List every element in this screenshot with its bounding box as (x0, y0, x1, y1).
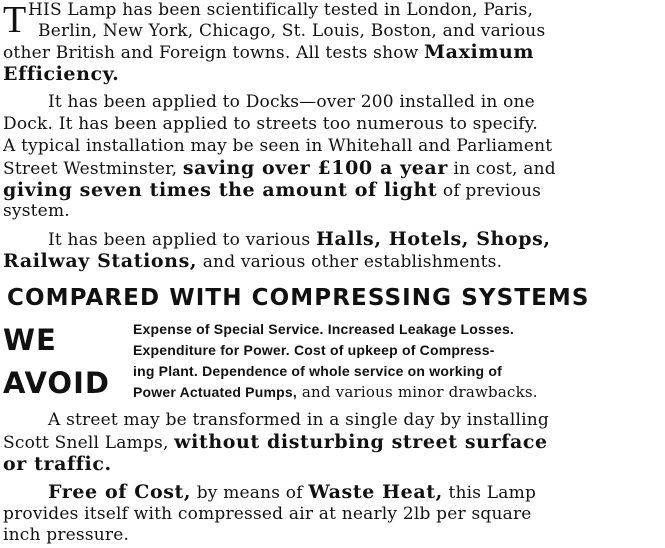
intro-line-2: Berlin, New York, Chicago, St. Louis, Boston, and various (38, 21, 546, 41)
waste-line-2: provides itself with compressed air at nearly 2lb per square (3, 504, 532, 524)
avoid-line-1: Expense of Special Service. Increased Leakage Losses. (133, 321, 515, 337)
intro-line-3-text: other British and Foreign towns. All tests show (3, 43, 425, 63)
docks-line-4-tail: in cost, and (447, 159, 556, 179)
intro-line-4: Efficiency. (3, 63, 120, 85)
waste-line-1 (48, 482, 536, 503)
light-emphasis: giving seven times the amount of light (3, 179, 438, 201)
waste-line-3: inch pressure. (3, 525, 130, 545)
halls-line-2-tail: and various other establishments. (197, 252, 503, 272)
waste-line-1-tail: this Lamp (442, 483, 537, 503)
docks-line-5-tail: of previous (437, 181, 542, 201)
avoid-line-3: ing Plant. Dependence of whole service on working of (133, 363, 503, 379)
waste-line-1-text: by means of (191, 483, 309, 503)
docks-line-4 (3, 158, 556, 179)
drop-cap: T (3, 0, 27, 41)
docks-line-6: system. (3, 201, 70, 221)
halls-line-1 (48, 229, 551, 250)
docks-line-5 (3, 180, 541, 201)
savings-emphasis: saving over £100 a year (182, 157, 448, 179)
docks-line-4-text: Street Westminster, (3, 159, 183, 179)
intro-line-3 (3, 42, 534, 63)
halls-line-1-text: It has been applied to various (48, 230, 316, 250)
maximum-efficiency-emphasis: Maximum (424, 41, 535, 63)
avoid-label: AVOID (3, 366, 110, 400)
waste-heat-emphasis: Waste Heat, (308, 481, 443, 503)
free-of-cost-emphasis: Free of Cost, (48, 481, 192, 503)
pumps-emphasis: Power Actuated Pumps, (133, 384, 297, 400)
halls-line-2 (3, 251, 502, 272)
street-surface-emphasis: without disturbing street surface (174, 431, 548, 453)
avoid-line-4-tail: and various minor drawbacks. (296, 383, 538, 401)
street-line-2 (3, 432, 548, 453)
railway-emphasis: Railway Stations, (3, 250, 198, 272)
avoid-line-2: Expenditure for Power. Cost of upkeep of Compress- (133, 342, 495, 358)
street-line-3: or traffic. (3, 453, 112, 475)
docks-line-1: It has been applied to Docks—over 200 installed in one (48, 92, 535, 112)
intro-line-1: HIS Lamp has been scientifically tested in London, Paris, (28, 0, 534, 20)
street-line-2-text: Scott Snell Lamps, (3, 433, 175, 453)
section-heading: COMPARED WITH COMPRESSING SYSTEMS (7, 285, 590, 311)
halls-emphasis: Halls, Hotels, Shops, (315, 228, 551, 250)
docks-line-2: Dock. It has been applied to streets too numerous to specify. (3, 114, 538, 134)
street-line-1: A street may be transformed in a single day by installing (48, 410, 549, 430)
we-label: WE (3, 323, 57, 357)
docks-line-3: A typical installation may be seen in Whitehall and Parliament (3, 136, 553, 156)
avoid-line-4 (133, 383, 538, 402)
